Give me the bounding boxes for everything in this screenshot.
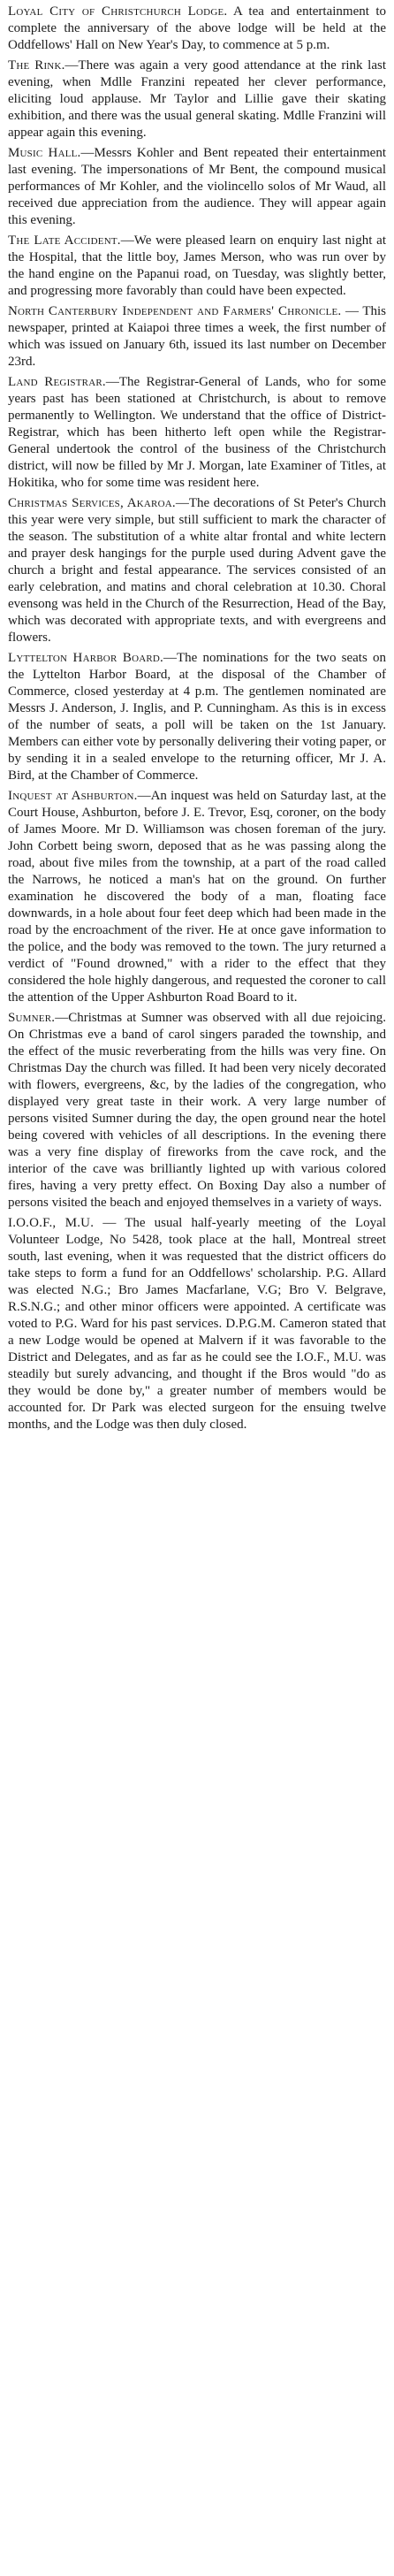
item-heading: Lyttelton Harbor Board. — [8, 651, 163, 665]
item-body: —Messrs Kohler and Bent repeated their entertainment last evening. The impersonations of Mr Bent, the compound musical performances of Mr Kohler, and the violincello solos of Mr Waud, all received due appreciation from the audience. They will appear again this evening. — [8, 146, 386, 227]
news-item-ioof-mu — [8, 1215, 386, 1433]
item-body: — This newspaper, printed at Kaiapoi three times a week, the first number of which was issued on January 6th, issued its last number on December 23rd. — [8, 304, 386, 369]
item-body: — The usual half-yearly meeting of the Loyal Volunteer Lodge, No 5428, took place at the hall, Montreal street south, last evening, when it was requested that the district officers do take steps to form a fund for an Oddfellows' scholarship. P.G. Allard was elected N.G.; Bro James Macfarlane, V.G; Bro V. Belgrave, R.S.N.G.; and other minor officers were appointed. A certificate was voted to P.G. Ward for his past services. D.P.G.M. Cameron stated that a new Lodge would be opened at Malvern if it was favorable to the District and Delegates, and as far as he could see the I.O.F., M.U. was steadily but surely advancing, and thought if the Bros would "do as they would be done by," a greater number of members would be accounted for. Dr Park was elected surgeon for the ensuing twelve months, and the Lodge was then duly closed. — [8, 1216, 386, 1432]
item-body: —An inquest was held on Saturday last, at the Court House, Ashburton, before J. E. Trevor, Esq, coroner, on the body of James Moore. Mr D. Williamson was chosen foreman of the jury. John Corbett being sworn, deposed that as he was passing along the road, about five miles from the township, at a part of the road called the Narrows, he noticed a man's hat on the ground. On further examination he discovered the body of a man, floating face downwards, in a hole about four feet deep which had been made in the road by the encroachment of the river. He at once gave information to the police, and the body was removed to the town. The jury returned a verdict of "Found drowned," with a rider to the effect that they considered the hole highly dangerous, and requested the coroner to call the attention of the Upper Ashburton Road Board to it. — [8, 789, 386, 1005]
item-heading: Music Hall. — [8, 146, 81, 160]
item-body: —The decorations of St Peter's Church this year were very simple, but still sufficient to mark the character of the season. The substitution of a white altar frontal and white lectern and prayer desk hangings for the purple used during Advent gave the church a bright and festal appearance. The services consisted of an early celebration, and matins and choral celebration at 10.30. Choral evensong was held in the Church of the Resurrection, Head of the Bay, which was decorated with appropriate texts, and with evergreens and flowers. — [8, 496, 386, 645]
item-body: —Christmas at Sumner was observed with all due rejoicing. On Christmas eve a band of carol singers paraded the township, and the effect of the music reverberating from the hills was very fine. On Christmas Day the church was filled. It had been very nicely decorated with flowers, evergreens, &c, by the ladies of the congregation, who displayed very great taste in their work. A very large number of persons visited Sumner during the day, the open ground near the hotel being covered with vehicles of all descriptions. In the evening there was a very fine display of fireworks from the cave rock, and the interior of the cave was brilliantly lighted up with various colored fires, having a very pretty effect. On Boxing Day also a number of persons visited the beach and enjoyed themselves in a variety of ways. — [8, 1011, 386, 1210]
item-body: A tea and entertainment to complete the anniversary of the above lodge will be held at the Oddfellows' Hall on New Year's Day, to commence at 5 p.m. — [8, 4, 386, 52]
news-item-lyttelton-harbor-board — [8, 650, 386, 784]
item-heading: The Late Accident. — [8, 233, 121, 248]
item-heading: The Rink. — [8, 58, 65, 73]
item-heading: North Canterbury Independent and Farmers' Chronicle. — [8, 304, 342, 318]
item-heading: Sumner. — [8, 1011, 56, 1025]
item-heading: Christmas Services, Akaroa. — [8, 496, 176, 510]
item-heading: Inquest at Ashburton. — [8, 789, 138, 803]
item-heading: Loyal City of Christchurch Lodge. — [8, 4, 228, 19]
item-body: —There was again a very good attendance at the rink last evening, when Mdlle Franzini repeated her clever performance, eliciting loud applause. Mr Taylor and Lillie gave their skating exhibition, and there was the usual general skating. Mdlle Franzini will appear again this evening. — [8, 58, 386, 140]
news-item-rink — [8, 57, 386, 141]
news-item-sumner — [8, 1010, 386, 1212]
news-item-oddfellows-lodge — [8, 4, 386, 54]
news-item-music-hall — [8, 145, 386, 229]
news-item-north-canterbury-chronicle — [8, 303, 386, 371]
item-heading: Land Registrar. — [8, 375, 106, 389]
item-heading: I.O.O.F., M.U. — [8, 1216, 95, 1230]
item-body: —We were pleased learn on enquiry last night at the Hospital, that the little boy, James Merson, who was run over by the hand engine on the Papanui road, on Tuesday, was slightly better, and progressing more favorably than could have been expected. — [8, 233, 386, 298]
news-item-inquest-ashburton — [8, 788, 386, 1006]
item-body: —The Registrar-General of Lands, who for some years past has been stationed at Christchurch, is about to remove permanently to Wellington. We understand that the office of District-Registrar, which has been hitherto left open while the Registrar-General undertook the control of the business of the Christchurch district, will now be filled by Mr J. Morgan, late Examiner of Titles, at Hokitika, who for some time was resident here. — [8, 375, 387, 490]
news-item-land-registrar — [8, 374, 386, 492]
item-body: —The nominations for the two seats on the Lyttelton Harbor Board, at the disposal of the Chamber of Commerce, closed yesterday at 4 p.m. The gentlemen nominated are Messrs J. Anderson, J. Inglis, and P. Cunningham. As this is in excess of the number of seats, a poll will be taken on the 1st January. Members can either vote by personally delivering their voting paper, or by sending it in a sealed envelope to the returning officer, Mr J. A. Bird, at the Chamber of Commerce. — [8, 651, 387, 783]
news-item-late-accident — [8, 233, 386, 300]
news-item-christmas-services-akaroa — [8, 495, 386, 646]
